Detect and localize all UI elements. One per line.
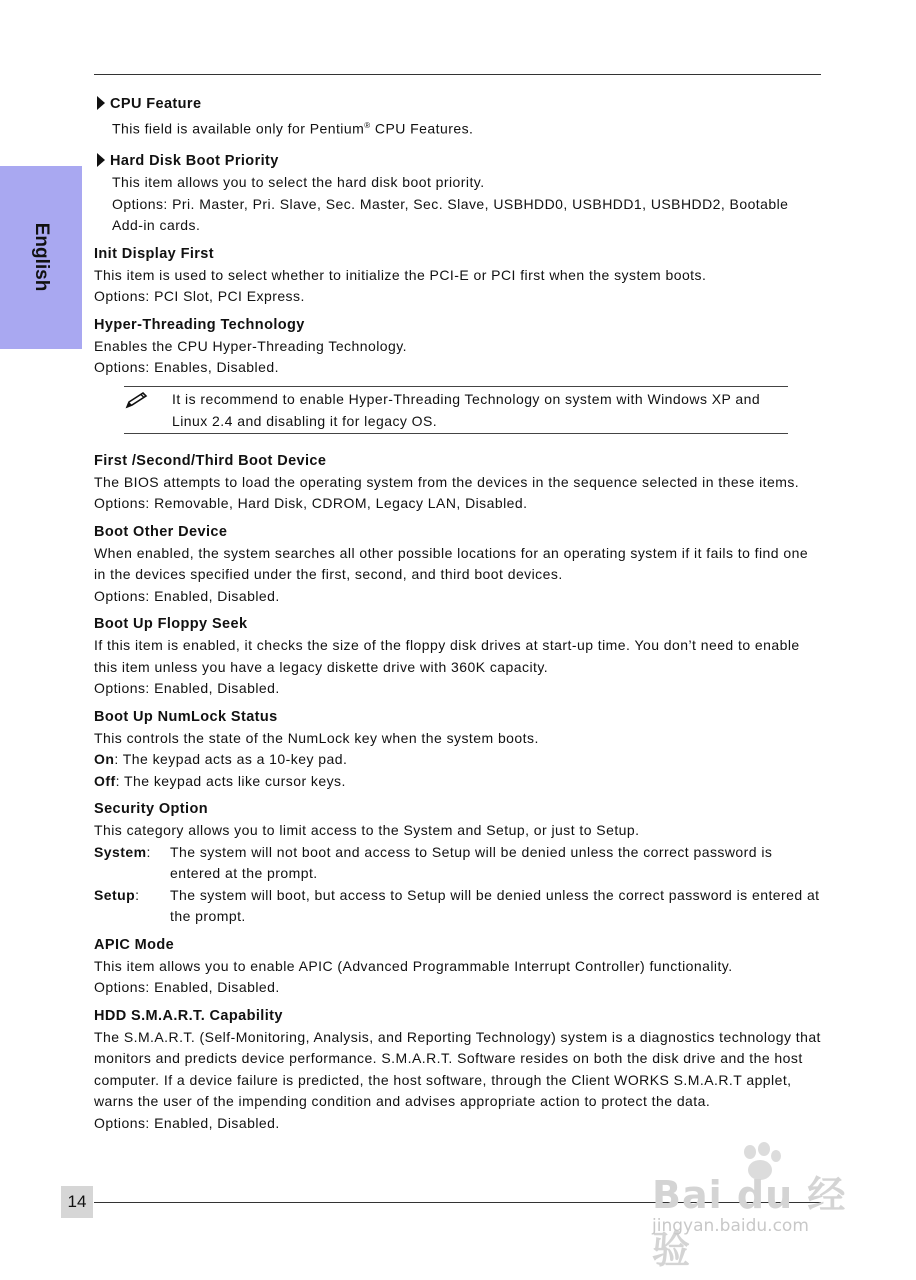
language-tab: [0, 166, 82, 349]
watermark: [652, 1142, 862, 1272]
section-title: HDD S.M.A.R.T. Capability: [94, 1007, 283, 1024]
section-hyper-threading: [94, 315, 822, 379]
section-boot-other: [94, 522, 822, 608]
section-options: Options: Enables, Disabled.: [94, 359, 279, 376]
section-init-display: [94, 244, 822, 308]
arrow-right-icon: [97, 96, 105, 110]
section-numlock: [94, 707, 822, 793]
numlock-on: On: The keypad acts as a 10-key pad.: [94, 751, 348, 768]
section-options: Options: Enabled, Disabled.: [94, 587, 280, 604]
page-content: [94, 94, 822, 1141]
section-text: This field is available only for Pentium® CPU Features.: [112, 120, 474, 137]
section-text: This category allows you to limit access to the System and Setup, or just to Setup.: [94, 822, 640, 839]
section-title: First /Second/Third Boot Device: [94, 452, 327, 469]
section-options: Options: Enabled, Disabled.: [94, 680, 280, 697]
numlock-off: Off: The keypad acts like cursor keys.: [94, 772, 346, 789]
section-options: Options: Enabled, Disabled.: [94, 1114, 280, 1131]
section-title: Boot Other Device: [94, 523, 228, 540]
section-security: [94, 799, 822, 928]
section-smart: [94, 1006, 822, 1135]
section-options: Options: Removable, Hard Disk, CDROM, Legacy LAN, Disabled.: [94, 495, 528, 512]
section-hdd-boot-priority: [94, 151, 822, 237]
section-text: If this item is enabled, it checks the size of the floppy disk drives at start-up time. You don’t need to enable this item unless you have a legacy diskette drive with 360K capacity.: [94, 637, 800, 675]
section-text: When enabled, the system searches all other possible locations for an operating system if it fails to find one in the devices specified under the first, second, and third boot devices.: [94, 544, 809, 583]
section-floppy-seek: [94, 614, 822, 700]
section-title: Hyper-Threading Technology: [94, 316, 305, 333]
watermark-url: jingyan.baidu.com: [652, 1216, 809, 1236]
section-options: Options: Enabled, Disabled.: [94, 979, 280, 996]
section-text: This item is used to select whether to initialize the PCI-E or PCI first when the system boots.: [94, 266, 707, 283]
section-options: Options: Pri. Master, Pri. Slave, Sec. Master, Sec. Slave, USBHDD0, USBHDD1, USBHDD2, Bootable Add-in cards.: [112, 195, 789, 234]
section-title: Boot Up NumLock Status: [94, 708, 278, 725]
security-system: System: The system will not boot and access to Setup will be denied unless the correct password is entered at the prompt.: [94, 843, 773, 882]
note-text: It is recommend to enable Hyper-Threading Technology on system with Windows XP and Linux 2.4 and disabling it for legacy OS.: [172, 390, 761, 429]
section-title: Init Display First: [94, 245, 214, 262]
section-boot-device: [94, 451, 822, 515]
section-text: This controls the state of the NumLock key when the system boots.: [94, 729, 539, 746]
section-text: The S.M.A.R.T. (Self-Monitoring, Analysis, and Reporting Technology) system is a diagnostics technology that monitors and predicts device performance. S.M.A.R.T. Software resides on both the disk drive and the host computer. If a device failure is predicted, the host software, through the Client WORKS S.M.A.R.T applet, warns the user of the impending condition and advises appropriate action to protect the data.: [94, 1028, 821, 1110]
section-title: APIC Mode: [94, 936, 175, 953]
section-title: Boot Up Floppy Seek: [94, 616, 248, 633]
section-title: Security Option: [94, 801, 208, 818]
arrow-right-icon: [97, 153, 105, 167]
section-options: Options: PCI Slot, PCI Express.: [94, 288, 305, 305]
section-text: The BIOS attempts to load the operating system from the devices in the sequence selected in these items.: [94, 473, 800, 490]
section-text: This item allows you to select the hard disk boot priority.: [112, 174, 485, 191]
language-tab-label: English: [31, 222, 52, 292]
note-box: [124, 386, 788, 434]
page-number: 14: [61, 1186, 93, 1218]
section-text: Enables the CPU Hyper-Threading Technology.: [94, 337, 407, 354]
watermark-logo: Bai du 经验: [652, 1173, 847, 1272]
top-rule: [94, 74, 821, 75]
section-title: CPU Feature: [112, 94, 822, 115]
security-setup: Setup: The system will boot, but access to Setup will be denied unless the correct password is entered at the prompt.: [94, 886, 820, 925]
section-cpu-feature: [94, 94, 822, 140]
section-apic: [94, 935, 822, 999]
section-title: Hard Disk Boot Priority: [112, 151, 822, 172]
section-text: This item allows you to enable APIC (Advanced Programmable Interrupt Controller) functionality.: [94, 957, 733, 974]
pencil-icon: [124, 391, 150, 409]
